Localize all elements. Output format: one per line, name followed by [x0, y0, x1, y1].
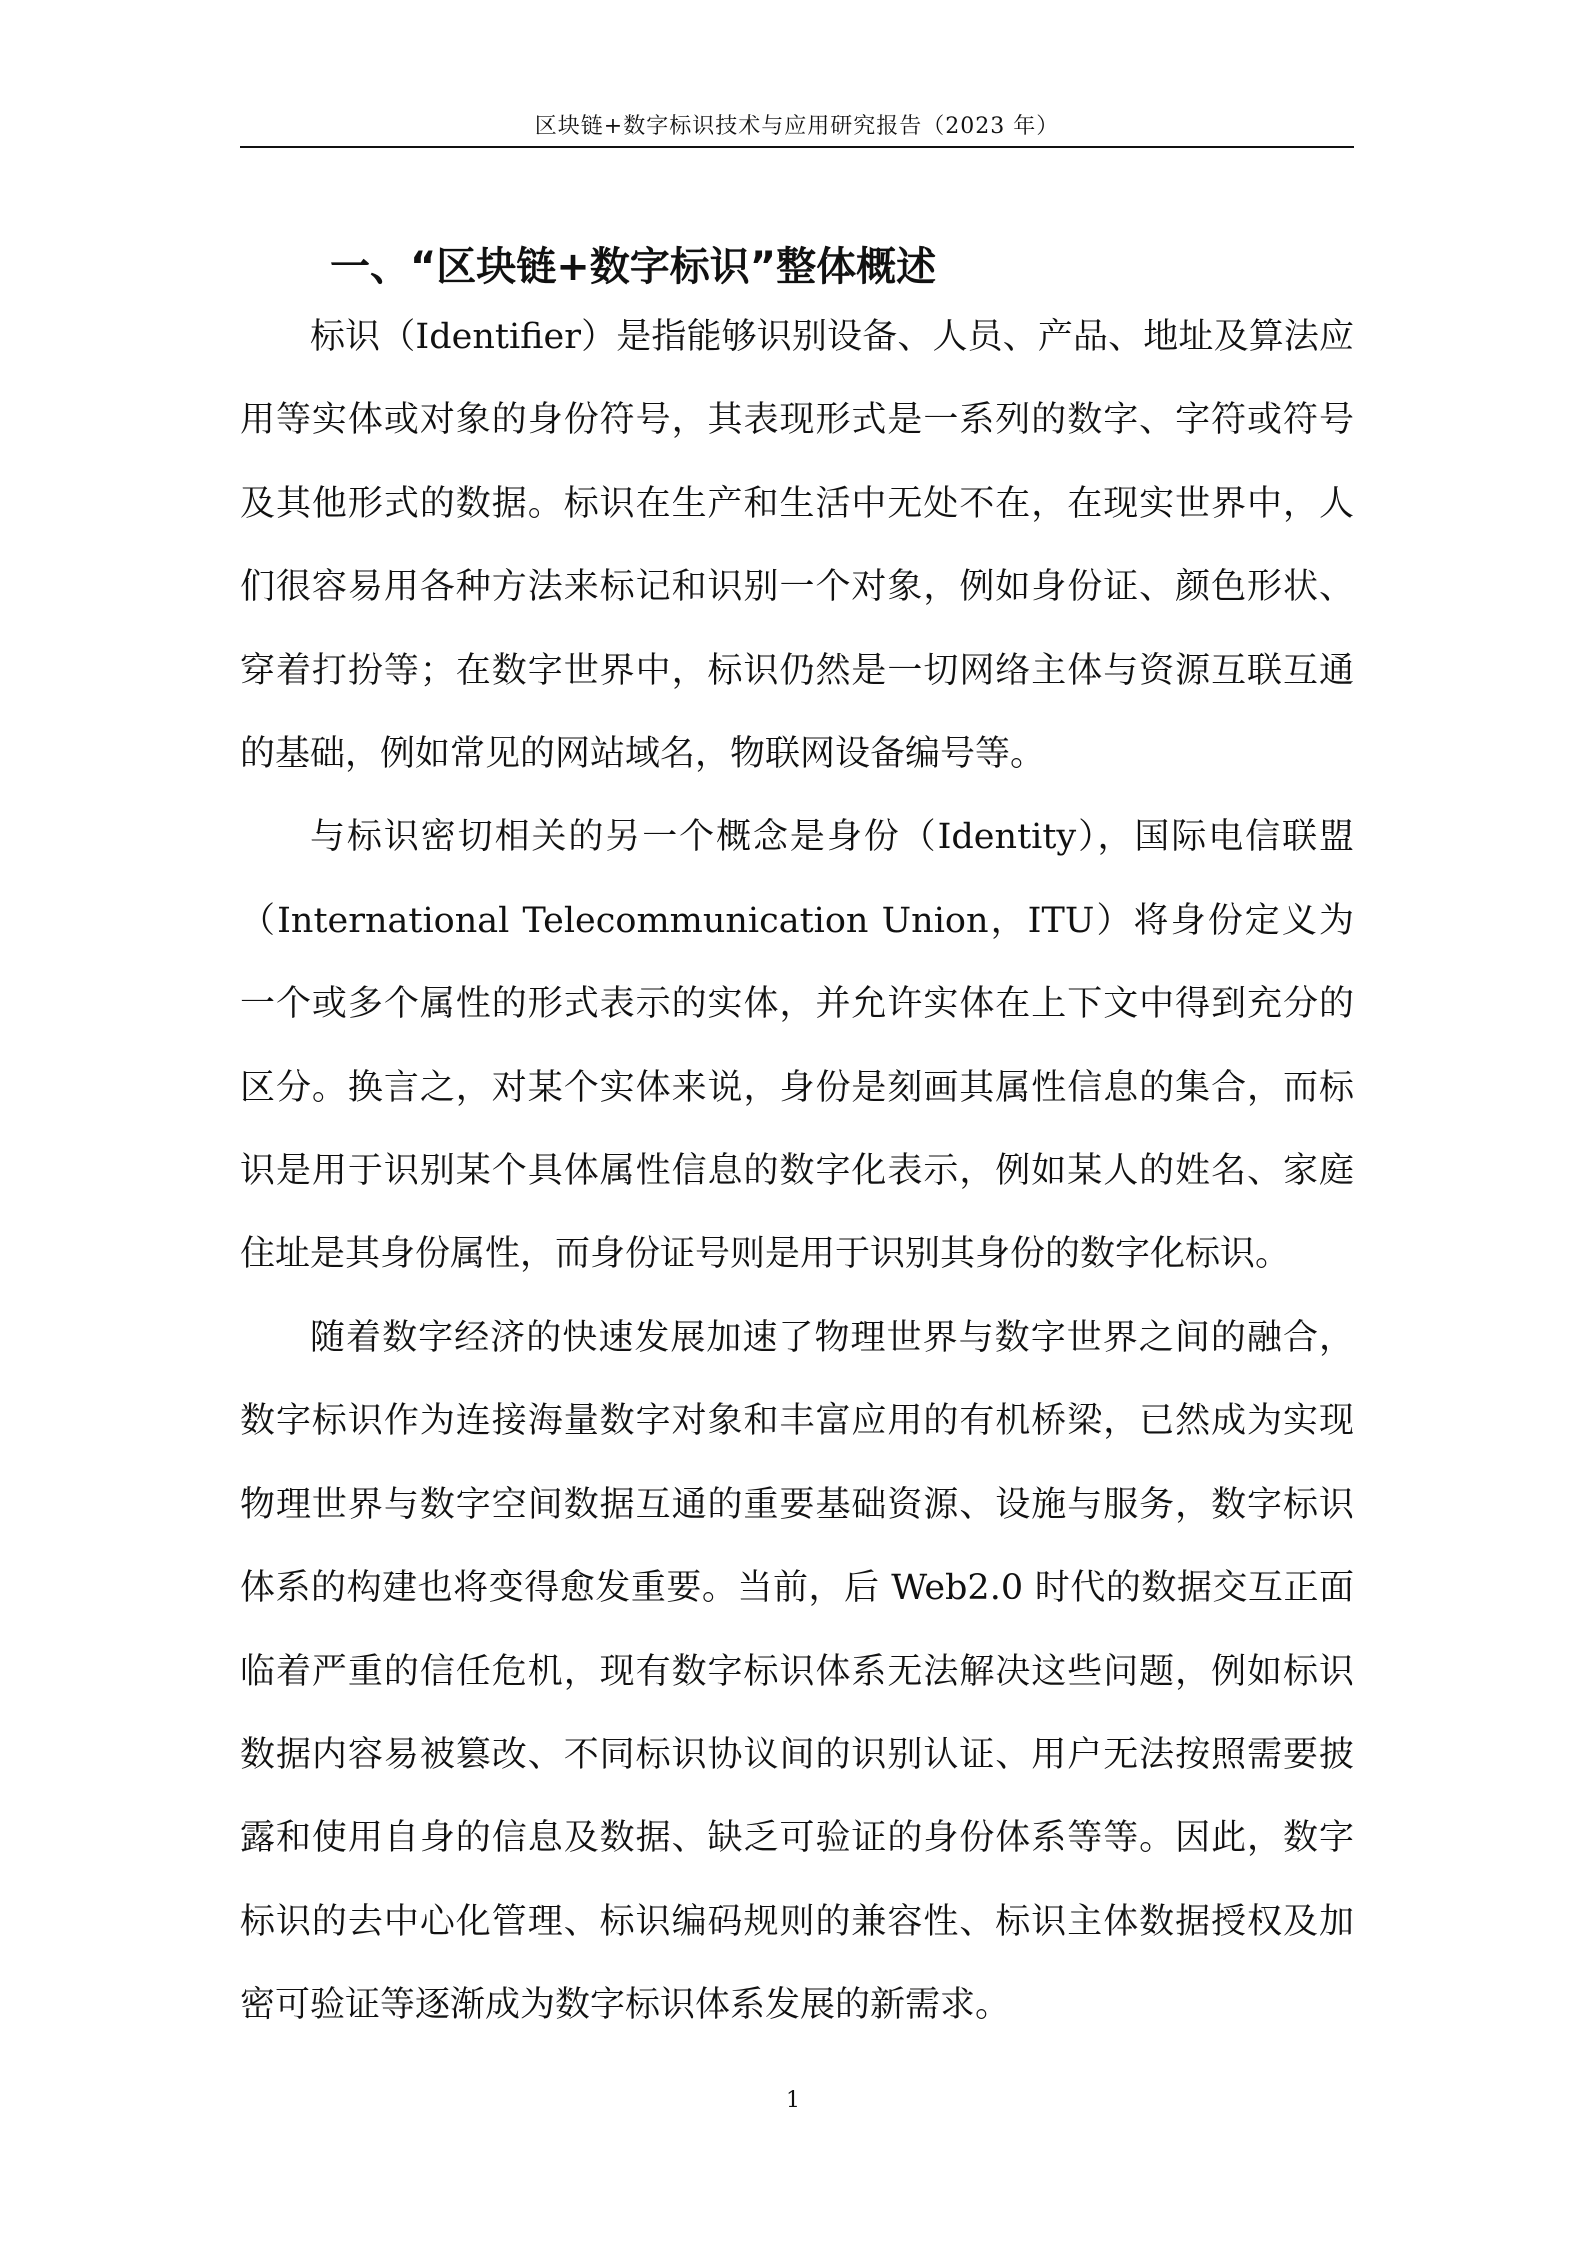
header-divider	[240, 146, 1354, 148]
paragraph-identifier-definition: 标识（Identifier）是指能够识别设备、人员、产品、地址及算法应用等实体或对象的身份符号，其表现形式是一系列的数字、字符或符号及其他形式的数据。标识在生产和生活中无处不在，在现实世界中，人们很容易用各种方法来标记和识别一个对象，例如身份证、颜色形状、穿着打扮等；在数字世界中，标识仍然是一切网络主体与资源互联互通的基础，例如常见的网站域名，物联网设备编号等。	[240, 317, 1354, 775]
page-number: 1	[786, 2088, 800, 2113]
paragraph-digital-economy: 随着数字经济的快速发展加速了物理世界与数字世界之间的融合，数字标识作为连接海量数字对象和丰富应用的有机桥梁，已然成为实现物理世界与数字空间数据互通的重要基础资源、设施与服务，数字标识体系的构建也将变得愈发重要。当前，后 Web2.0 时代的数据交互正面临着严重的信任危机，现有数字标识体系无法解决这些问题，例如标识数据内容易被篡改、不同标识协议间的识别认证、用户无法按照需要披露和使用自身的信息及数据、缺乏可验证的身份体系等等。因此，数字标识的去中心化管理、标识编码规则的兼容性、标识主体数据授权及加密可验证等逐渐成为数字标识体系发展的新需求。	[240, 1317, 1354, 2026]
paragraph-identity-concept: 与标识密切相关的另一个概念是身份（Identity），国际电信联盟（International Telecommunication Union，ITU）将身份定义为一个或多个属性的形式表示的实体，并允许实体在上下文中得到充分的区分。换言之，对某个实体来说，身份是刻画其属性信息的集合，而标识是用于识别某个具体属性信息的数字化表示，例如某人的姓名、家庭住址是其身份属性，而身份证号则是用于识别其身份的数字化标识。	[240, 817, 1354, 1275]
body-text	[240, 296, 1354, 2048]
running-header: 区块链+数字标识技术与应用研究报告（2023 年）	[534, 114, 1060, 139]
section-heading: 一、“区块链+数字标识”整体概述	[330, 243, 937, 290]
